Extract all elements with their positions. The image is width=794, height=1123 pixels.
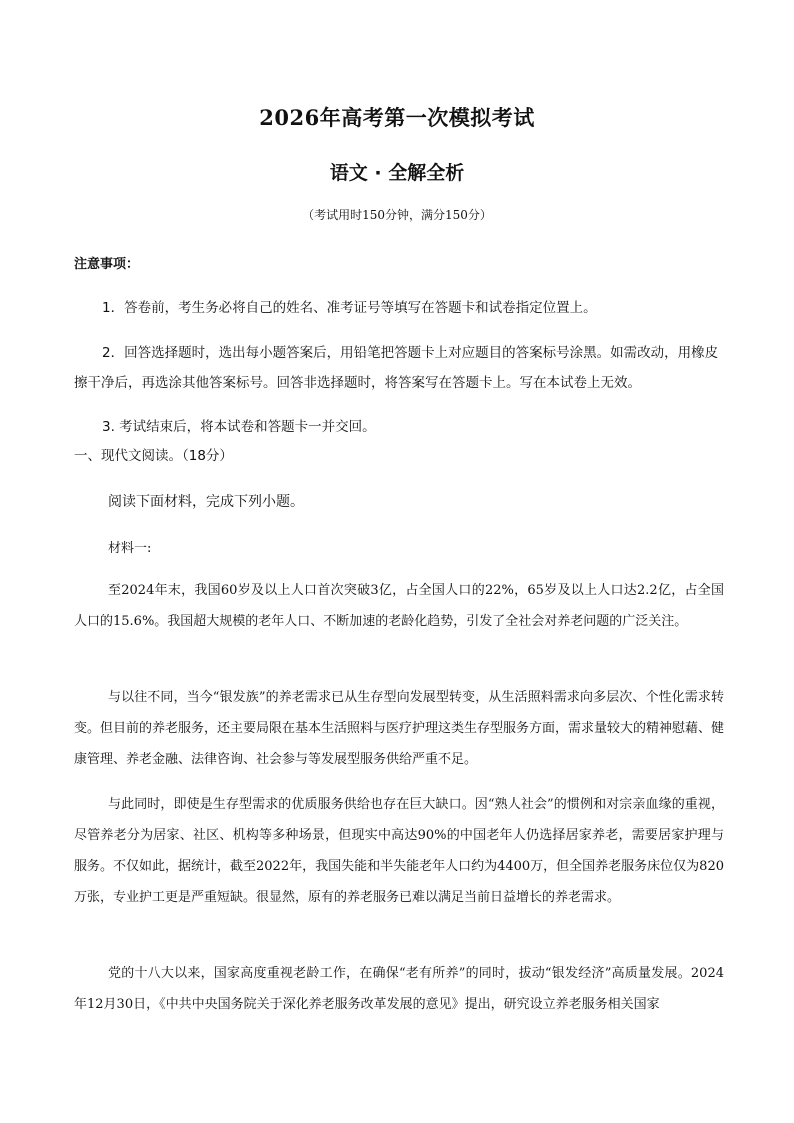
notice-heading: 注意事项： — [74, 257, 140, 272]
material-paragraph: 与以往不同，当今“银发族”的养老需求已从生存型向发展型转变，从生活照料需求向多层次、个性化需求转变。但目前的养老服务，还主要局限在基本生活照料与医疗护理这类生存型服务方面，需求量较大的精神慰藉、健康管理、养老金融、法律咨询、社会参与等发展型服务供给严重不足。 — [74, 690, 725, 767]
notice-item: 3. 考试结束后，将本试卷和答题卡一并交回。 — [102, 419, 376, 435]
material-paragraph: 至2024年末，我国60岁及以上人口首次突破3亿，占全国人口的22%，65岁及以上人口达2.2亿，占全国人口的15.6%。我国超大规模的老年人口、不断加速的老龄化趋势，引发了全社会对养老问题的广泛关注。 — [74, 583, 724, 629]
notice-item: 2．回答选择题时，选出每小题答案后，用铅笔把答题卡上对应题目的答案标号涂黑。如需改动，用橡皮擦干净后，再选涂其他答案标号。回答非选择题时，将答案写在答题卡上。写在本试卷上无效。 — [74, 345, 719, 391]
exam-subtitle: 语文 · 全解全析 — [329, 162, 465, 184]
material-paragraph: 与此同时，即使是生存型需求的优质服务供给也存在巨大缺口。因“熟人社会”的惯例和对宗亲血缘的重视，尽管养老分为居家、社区、机构等多种场景，但现实中高达90%的中国老年人仍选择居家养老，需要居家护理与服务。不仅如此，据统计，截至2022年，我国失能和半失能老年人口约为4400万，但全国养老服务床位仅为820万张，专业护工更是严重短缺。很显然，原有的养老服务已难以满足当前日益增长的养老需求。 — [74, 797, 724, 905]
material-label: 材料一: — [108, 541, 152, 556]
notice-item: 1．答卷前，考生务必将自己的姓名、准考证号等填写在答题卡和试卷指定位置上。 — [102, 300, 597, 316]
reading-instruction: 阅读下面材料，完成下列小题。 — [108, 494, 304, 510]
exam-title: 2026年高考第一次模拟考试 — [259, 105, 535, 130]
material-paragraph: 党的十八大以来，国家高度重视老龄工作，在确保“老有所养”的同时，拔动“银发经济”高质量发展。2024年12月30日，《中共中央国务院关于深化养老服务改革发展的意见》提出，研究设立养老服务相关国家 — [74, 966, 724, 1012]
exam-duration-info: （考试用时150分钟，满分150分） — [302, 208, 492, 222]
section-heading: 一、现代文阅读。（18分） — [74, 448, 233, 464]
